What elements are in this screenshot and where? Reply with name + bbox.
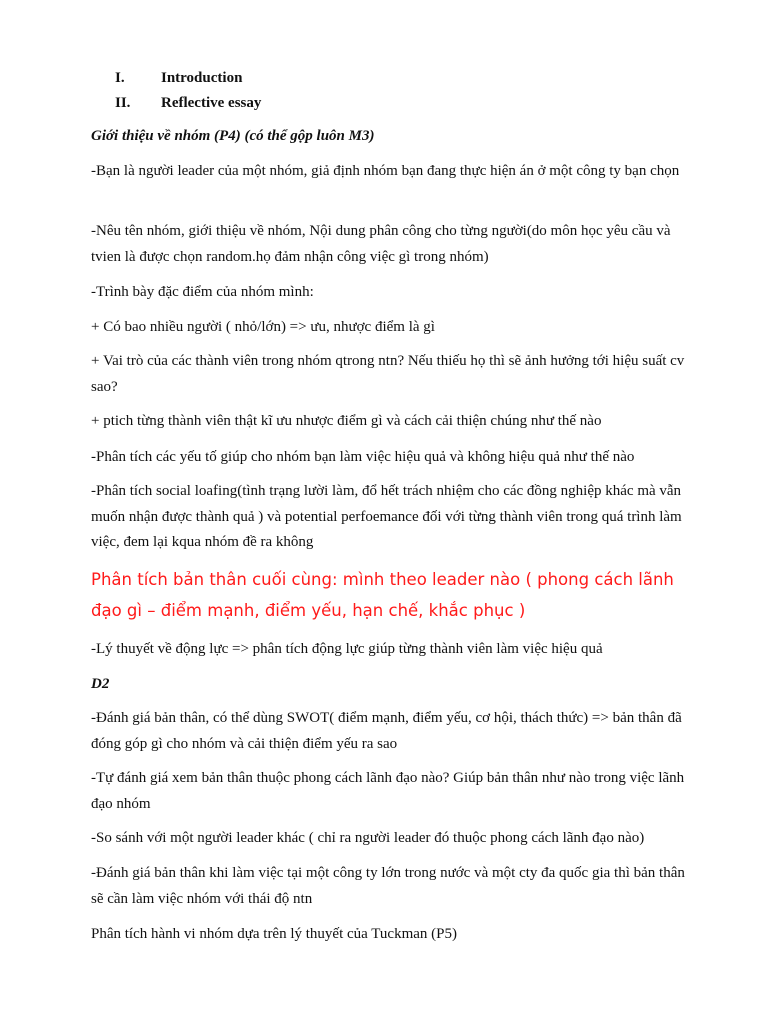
outline-label: Reflective essay — [161, 95, 262, 111]
outline-number: II. — [115, 95, 131, 111]
section-heading-d2: D2 — [91, 676, 110, 692]
section-heading-p4: Giới thiệu về nhóm (P4) (có thể gộp luôn M3) — [91, 128, 375, 144]
paragraph-effectiveness-factors: -Phân tích các yếu tố giúp cho nhóm bạn làm việc hiệu quả và không hiệu quả như thế nào — [91, 449, 635, 465]
outline-label: Introduction — [161, 70, 243, 86]
outline-list — [115, 66, 261, 116]
paragraph-group-size: + Có bao nhiều người ( nhỏ/lớn) => ưu, nhược điểm là gì — [91, 319, 435, 335]
paragraph-compare-leader: -So sánh với một người leader khác ( chỉ ra người leader đó thuộc phong cách lãnh đạo nào) — [91, 830, 645, 846]
paragraph-member-roles: + Vai trò của các thành viên trong nhóm qtrong ntn? Nếu thiếu họ thì sẽ ảnh hưởng tới hiệu suất cv sao? — [91, 353, 685, 395]
outline-item-reflective-essay — [115, 91, 261, 116]
paragraph-motivation: -Lý thuyết về động lực => phân tích động lực giúp từng thành viên làm việc hiệu quả — [91, 641, 603, 657]
paragraph-member-analysis: + ptich từng thành viên thật kĩ ưu nhược điểm gì và cách cải thiện chúng như thế nào — [91, 413, 602, 429]
outline-number: I. — [115, 70, 125, 86]
paragraph-group-intro: -Nêu tên nhóm, giới thiệu về nhóm, Nội dung phân công cho từng người(do môn học yêu cầu và tvien là được chọn random.họ đảm nhận công việc gì trong nhóm) — [91, 223, 671, 265]
paragraph-social-loafing: -Phân tích social loafing(tình trạng lười làm, đổ hết trách nhiệm cho các đồng nghiệp khác mà vẫn muốn nhận được thành quả ) và potential perfoemance đối với từng thành viên trong quá trình làm việc, đem lại kqua nhóm đề ra không — [91, 483, 682, 550]
paragraph-leader-role: -Bạn là người leader của một nhóm, giả định nhóm bạn đang thực hiện án ở một công ty bạn chọn — [91, 163, 680, 179]
paragraph-company-comparison: -Đánh giá bản thân khi làm việc tại một công ty lớn trong nước và một cty đa quốc gia thì bản thân sẽ cần làm việc nhóm với thái độ ntn — [91, 865, 685, 907]
paragraph-leadership-style: -Tự đánh giá xem bản thân thuộc phong cách lãnh đạo nào? Giúp bản thân như nào trong việc lãnh đạo nhóm — [91, 770, 685, 812]
paragraph-swot: -Đánh giá bản thân, có thể dùng SWOT( điểm mạnh, điểm yếu, cơ hội, thách thức) => bản thân đã đóng góp gì cho nhóm và cải thiện điểm yếu ra sao — [91, 710, 682, 752]
paragraph-group-traits: -Trình bày đặc điểm của nhóm mình: — [91, 284, 314, 300]
paragraph-tuckman: Phân tích hành vi nhóm dựa trên lý thuyết của Tuckman (P5) — [91, 926, 457, 942]
highlighted-note: Phân tích bản thân cuối cùng: mình theo leader nào ( phong cách lãnh đạo gì – điểm mạnh, điểm yếu, hạn chế, khắc phục ) — [91, 570, 674, 620]
outline-item-introduction — [115, 66, 261, 91]
